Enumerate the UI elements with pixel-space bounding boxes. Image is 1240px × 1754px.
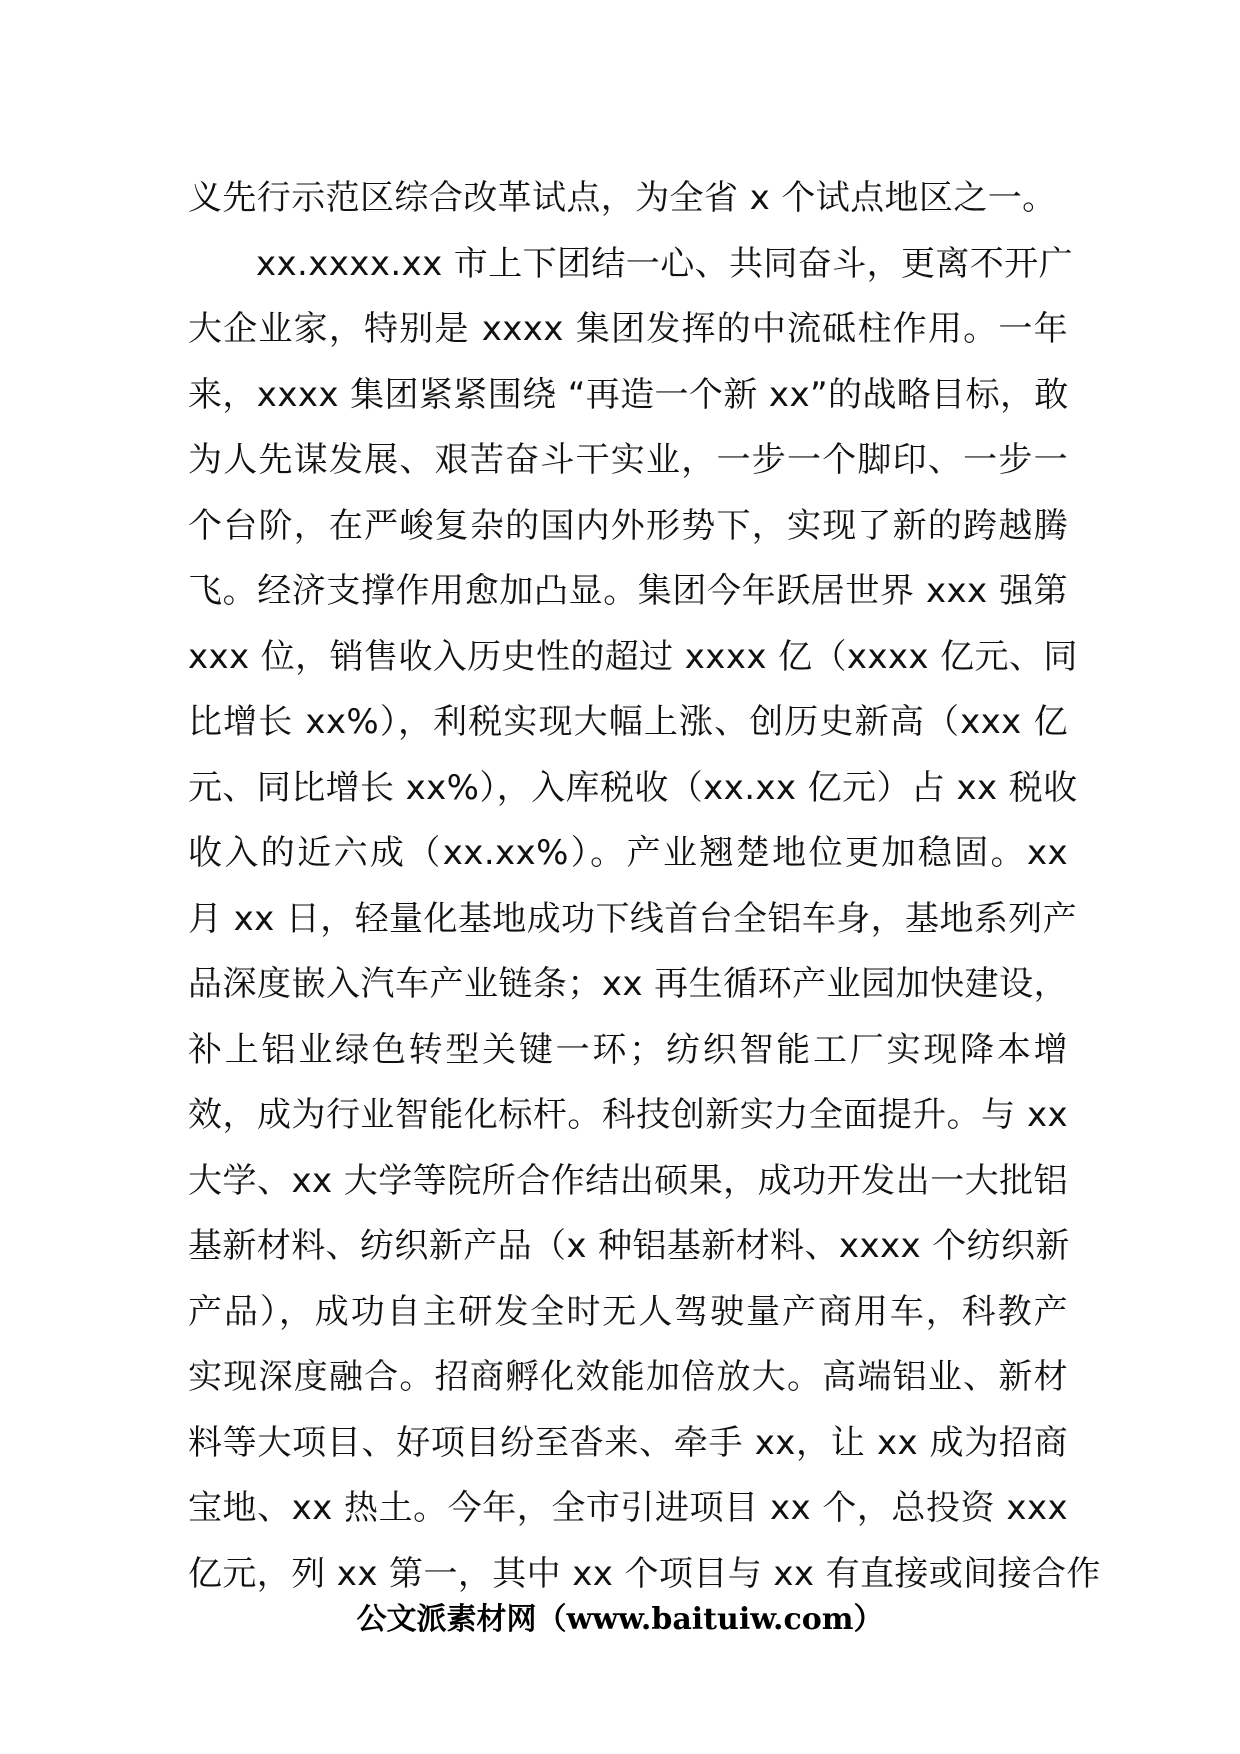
footer-watermark-text: 公文派素材网（www.baituiw.com） — [356, 1602, 884, 1637]
text-line: 补上铝业绿色转型关键一环；纺织智能工厂实现降本增 — [188, 1029, 1068, 1070]
text-line: 大企业家，特别是 xxxx 集团发挥的中流砥柱作用。一年 — [188, 309, 1068, 349]
text-line: 亿元，列 xx 第一，其中 xx 个项目与 xx 有直接或间接合作 — [188, 1553, 1101, 1594]
text-line: 义先行示范区综合改革试点，为全省 x 个试点地区之一。 — [188, 178, 1057, 218]
text-line: 实现深度融合。招商孵化效能加倍放大。高端铝业、新材 — [188, 1357, 1068, 1397]
text-line: 月 xx 日，轻量化基地成功下线首台全铝车身，基地系列产 — [188, 898, 1078, 939]
text-line: 收入的近六成（xx.xx%）。产业翘楚地位更加稳固。xx — [188, 833, 1068, 873]
text-line: 效，成为行业智能化标杆。科技创新实力全面提升。与 xx — [188, 1095, 1068, 1135]
text-line: 元、同比增长 xx%），入库税收（xx.xx 亿元）占 xx 税收 — [188, 767, 1078, 808]
body-text — [188, 166, 1101, 1607]
text-line: xxx 位，销售收入历史性的超过 xxxx 亿（xxxx 亿元、同 — [188, 636, 1078, 677]
text-line: 为人先谋发展、艰苦奋斗干实业，一步一个脚印、一步一 — [188, 440, 1068, 480]
text-line: 基新材料、纺织新产品（x 种铝基新材料、xxxx 个纺织新 — [188, 1226, 1070, 1266]
text-line: 料等大项目、好项目纷至沓来、牵手 xx，让 xx 成为招商 — [188, 1422, 1068, 1463]
text-line: 比增长 xx%），利税实现大幅上涨、创历史新高（xxx 亿 — [188, 702, 1068, 742]
text-line: 大学、xx 大学等院所合作结出硕果，成功开发出一大批铝 — [188, 1160, 1068, 1201]
text-line: 飞。经济支撑作用愈加凸显。集团今年跃居世界 xxx 强第 — [188, 571, 1068, 611]
text-line: xx.xxxx.xx 市上下团结一心、共同奋斗，更离不开广 — [256, 243, 1073, 284]
text-line: 宝地、xx 热土。今年，全市引进项目 xx 个，总投资 xxx — [188, 1488, 1068, 1528]
text-line: 个台阶，在严峻复杂的国内外形势下，实现了新的跨越腾 — [188, 505, 1068, 546]
text-line: 产品），成功自主研发全时无人驾驶量产商用车，科教产 — [188, 1291, 1068, 1332]
text-line: 品深度嵌入汽车产业链条；xx 再生循环产业园加快建设， — [188, 964, 1068, 1004]
text-line: 来，xxxx 集团紧紧围绕 “再造一个新 xx”的战略目标，敢 — [188, 374, 1069, 415]
